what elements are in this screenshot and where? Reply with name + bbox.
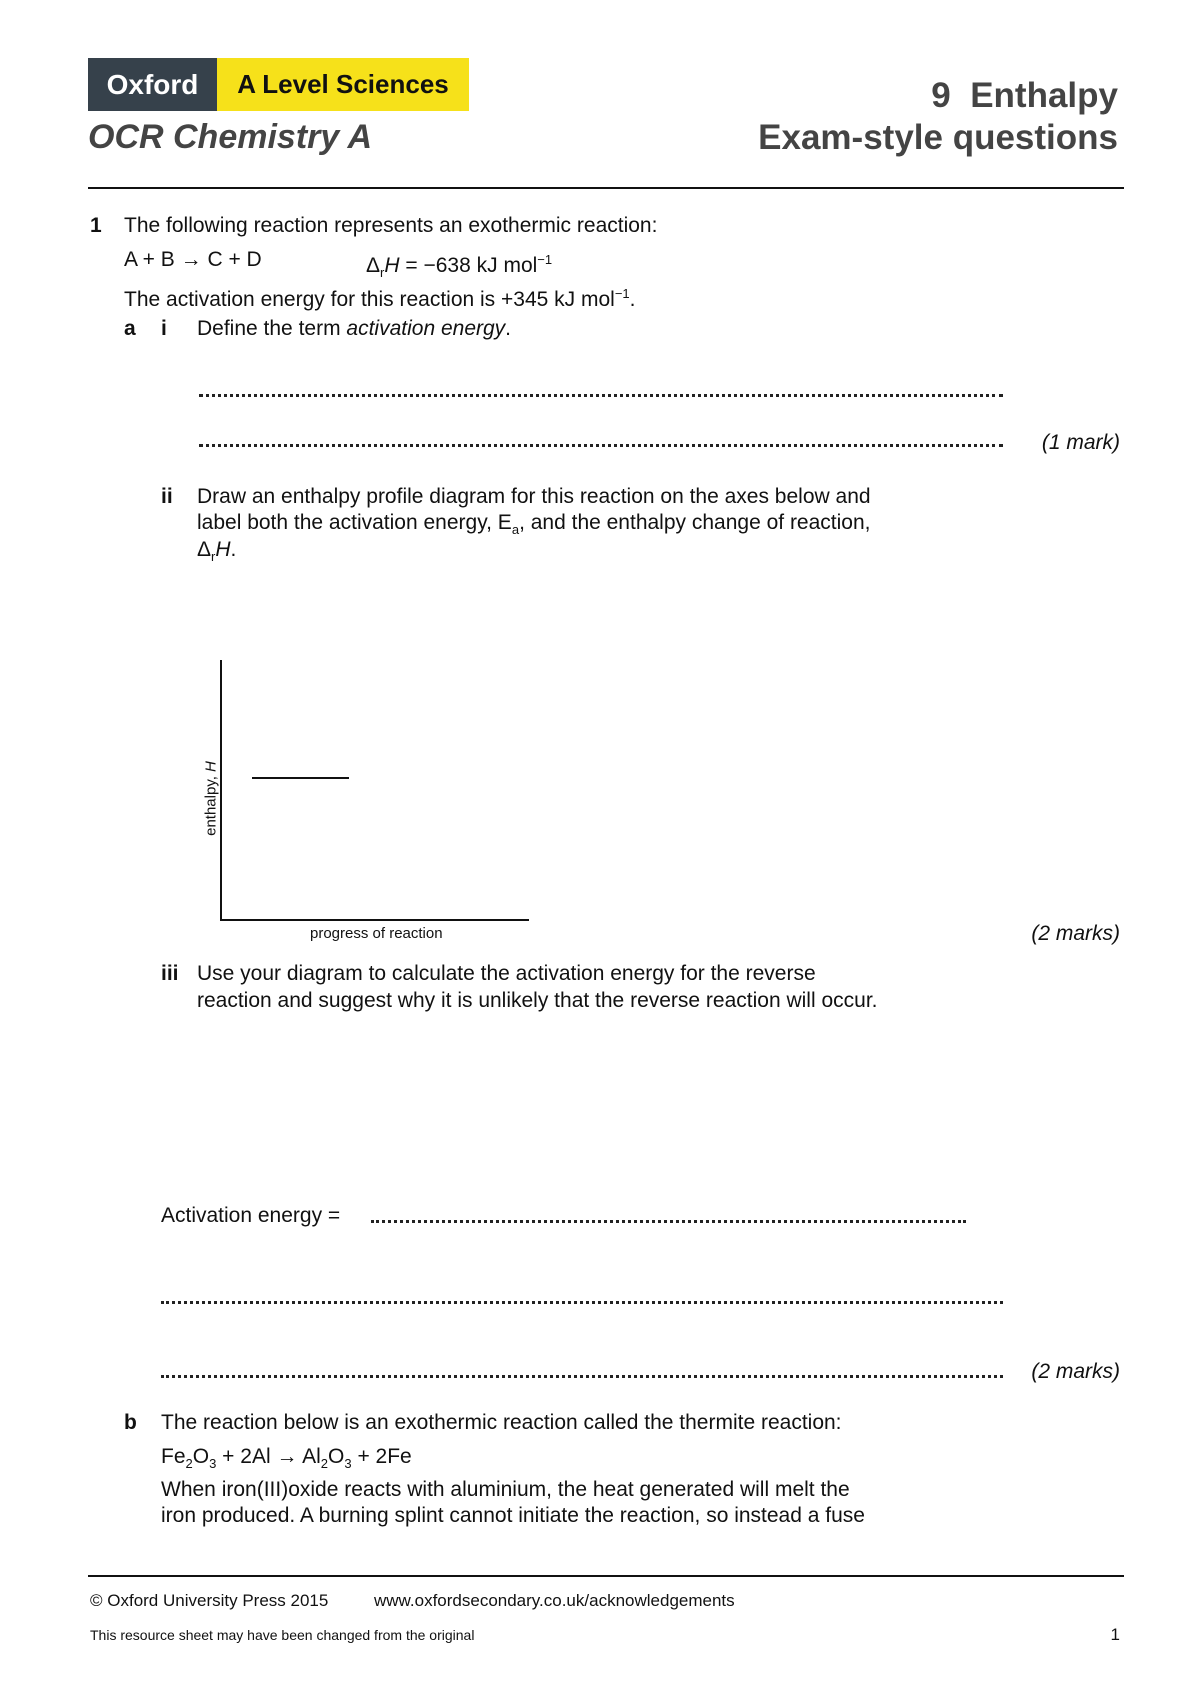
footer-note: This resource sheet may have been changed from the original <box>90 1627 475 1643</box>
chapter-title: 9 Enthalpy <box>931 76 1118 115</box>
answer-line[interactable] <box>199 394 1003 397</box>
part-i-label: i <box>161 317 167 340</box>
logo-oxford: Oxford <box>88 58 217 111</box>
reaction-equation: A + B → C + D <box>124 248 262 271</box>
part-ai-question: Define the term activation energy. <box>197 317 512 340</box>
part-aiii-line1: Use your diagram to calculate the activation energy for the reverse <box>197 962 816 985</box>
part-aii-line2: label both the activation energy, $E_a$, and the enthalpy change of reaction, <box>197 511 871 538</box>
part-aii-line1: Draw an enthalpy profile diagram for this reaction on the axes below and <box>197 485 871 508</box>
page-number: 1 <box>1110 1625 1120 1644</box>
part-iii-label: iii <box>161 962 179 985</box>
reactant-enthalpy-level <box>252 777 349 779</box>
x-axis <box>220 919 529 921</box>
activation-energy-statement: The activation energy for this reaction is +345 kJ mol$^{-1}$. <box>124 286 636 311</box>
part-b-line2: When iron(III)oxide reacts with aluminium, the heat generated will melt the <box>161 1478 850 1501</box>
enthalpy-change-value: $\Delta_rH = -638$ kJ mol$^{-1}$ <box>366 252 553 281</box>
header-divider <box>88 187 1124 189</box>
answer-line[interactable] <box>199 444 1003 447</box>
y-axis <box>220 660 222 921</box>
question-number: 1 <box>90 214 102 237</box>
part-b-line3: iron produced. A burning splint cannot initiate the reaction, so instead a fuse <box>161 1504 865 1527</box>
publisher-logo <box>88 58 469 111</box>
marks-label: (1 mark) <box>1041 431 1120 454</box>
part-b-label: b <box>124 1411 137 1434</box>
course-title: OCR Chemistry A <box>88 118 373 156</box>
activation-energy-label: Activation energy = <box>161 1204 341 1227</box>
answer-line[interactable] <box>161 1301 1003 1304</box>
marks-label: (2 marks) <box>1031 922 1120 945</box>
part-aiii-line2: reaction and suggest why it is unlikely that the reverse reaction will occur. <box>197 989 878 1012</box>
y-axis-label: enthalpy, H <box>202 761 220 836</box>
footer-divider <box>88 1575 1124 1577</box>
part-ii-label: ii <box>161 485 173 508</box>
answer-line[interactable] <box>161 1375 1003 1378</box>
marks-label: (2 marks) <box>1031 1360 1120 1383</box>
x-axis-label: progress of reaction <box>310 925 443 942</box>
part-b-line1: The reaction below is an exothermic reaction called the thermite reaction: <box>161 1411 842 1434</box>
thermite-equation: $Fe_2O_3 + 2Al \to Al_2O_3 + 2Fe$ <box>161 1445 412 1472</box>
page-subtitle: Exam-style questions <box>758 118 1118 157</box>
logo-a-level-sciences: A Level Sciences <box>217 58 469 111</box>
question-intro: The following reaction represents an exothermic reaction: <box>124 214 658 237</box>
acknowledgements-link[interactable]: www.oxfordsecondary.co.uk/acknowledgements <box>374 1591 735 1610</box>
part-aii-line3: $\Delta_rH$. <box>197 538 237 565</box>
activation-energy-answer-line[interactable] <box>371 1220 966 1223</box>
part-a-label: a <box>124 317 136 340</box>
copyright: © Oxford University Press 2015 <box>90 1591 329 1610</box>
